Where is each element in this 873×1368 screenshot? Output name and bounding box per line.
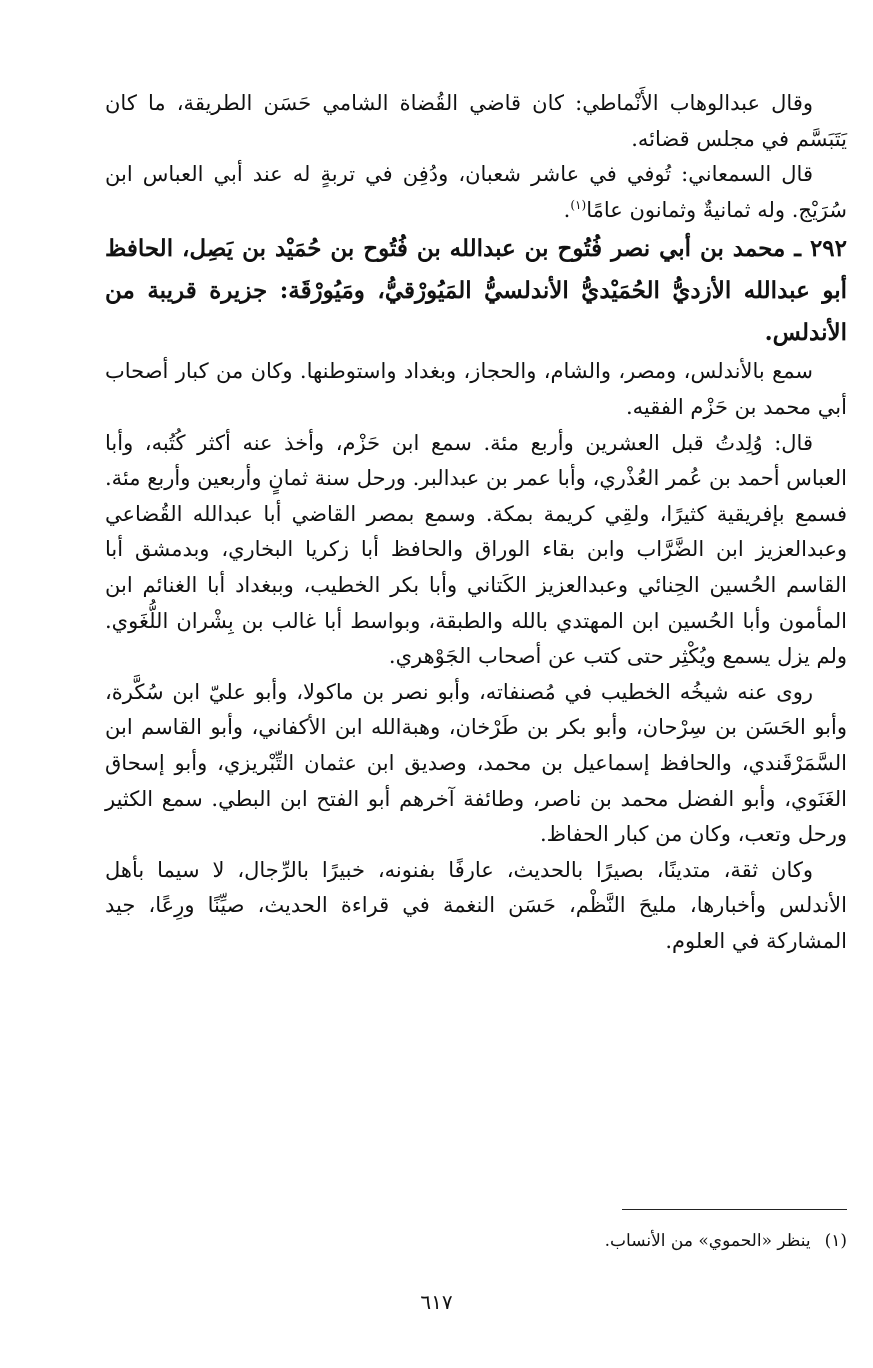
footnote — [105, 1228, 847, 1254]
paragraph-anmati-quote — [105, 86, 847, 157]
paragraph-birth-teachers — [105, 426, 847, 675]
paragraph-travels — [105, 354, 847, 425]
paragraph-character — [105, 853, 847, 960]
footnote-text: ينظر «الحموي» من الأنساب. — [604, 1231, 811, 1251]
entry-heading-text: ـ محمد بن أبي نصر فُتُوح بن عبدالله بن فُتُوح بن حُمَيْد بن يَصِل، الحافظ أبو عبدالله الأزديُّ الحُمَيْديُّ الأندلسيُّ المَيُورْقيُّ، ومَيُورْقَة: جزيرة قريبة من الأندلس. — [105, 235, 847, 347]
page-body — [105, 86, 847, 959]
footnote-number: (١) — [824, 1231, 847, 1251]
paragraph-end-punctuation: . — [563, 197, 571, 222]
paragraph-text: قال: وُلِدتُ قبل العشرين وأربع مئة. سمع ابن حَزْم، وأخذ عنه أكثر كُتُبه، وأبا العباس أحمد بن عُمر العُذْري، وأبا عمر بن عبدالبر. ورحل سنة ثمانٍ وأربعين وأربع مئة. فسمع بإفريقية كثيرًا، ولقِي كريمة بمكة. وسمع بمصر القاضي أبا عبدالله القُضاعي وعبدالعزيز ابن الضَّرَّاب وابن بقاء الوراق والحافظ أبا زكريا البخاري، وبدمشق أبا القاسم الحُسين الحِنائي وعبدالعزيز الكَتاني وأبا بكر الخطيب، وببغداد أبا الغنائم ابن المأمون وأبا الحُسين ابن المهتدي بالله والطبقة، وبواسط أبا غالب بن بِشْران اللُّغَوي. ولم يزل يسمع ويُكْثِر حتى كتب عن أصحاب الجَوْهري. — [105, 430, 847, 669]
entry-number: ٢٩٢ — [809, 235, 847, 263]
footnote-reference[interactable]: (١) — [570, 197, 587, 212]
paragraph-text: وكان ثقة، متدينًا، بصيرًا بالحديث، عارفًا بفنونه، خبيرًا بالرِّجال، لا سيما بأهل الأندلس وأخبارها، مليحَ النَّظْم، حَسَن النغمة في قراءة الحديث، صيِّنًا ورِعًا، جيد المشاركة في العلوم. — [105, 857, 847, 953]
paragraph-text: روى عنه شيخُه الخطيب في مُصنفاته، وأبو نصر بن ماكولا، وأبو عليّ ابن سُكَّرة، وأبو الحَسَن بن سِرْحان، وأبو بكر بن طَرْخان، وهبةالله ابن الأكفاني، وأبو القاسم ابن السَّمَرْقَندي، والحافظ إسماعيل بن محمد، وصديق ابن عثمان التِّبْريزي، وأبو إسحاق الغَنَوي، وأبو الفضل محمد بن ناصر، وطائفة آخرهم أبو الفتح ابن البطي. سمع الكثير ورحل وتعب، وكان من كبار الحفاظ. — [105, 679, 847, 847]
entry-heading — [105, 228, 847, 354]
page-number: ٦١٧ — [420, 1290, 453, 1314]
paragraph-text: وقال عبدالوهاب الأَنْماطي: كان قاضي القُضاة الشامي حَسَن الطريقة، ما كان يَتَبَسَّم في مجلس قضائه. — [105, 91, 847, 151]
paragraph-samani-death — [105, 157, 847, 228]
footnote-divider — [622, 1209, 847, 1210]
paragraph-text: قال السمعاني: تُوفي في عاشر شعبان، ودُفِن في تربةٍ له عند أبي العباس ابن سُرَيْج. وله ثمانيةٌ وثمانون عامًا — [105, 162, 847, 222]
paragraph-students — [105, 675, 847, 853]
paragraph-text: سمع بالأندلس، ومصر، والشام، والحجاز، وبغداد واستوطنها. وكان من كبار أصحاب أبي محمد بن حَزْم الفقيه. — [105, 359, 847, 419]
